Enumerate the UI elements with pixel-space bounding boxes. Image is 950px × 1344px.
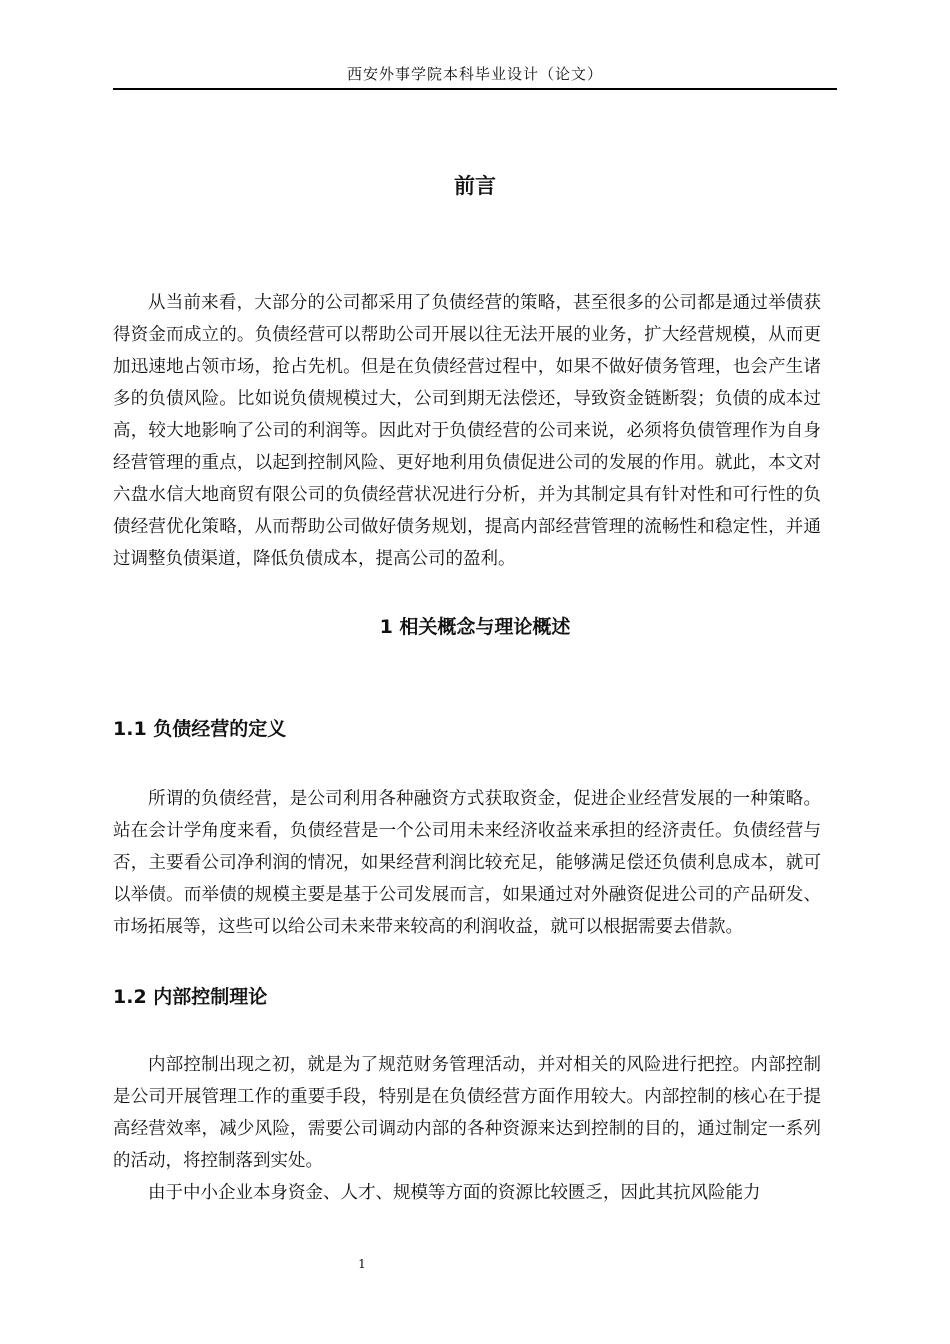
preface-title: 前言 [454, 174, 496, 198]
header-rule [113, 88, 837, 90]
running-header: 西安外事学院本科毕业设计（论文） [346, 65, 603, 83]
section-1-1-paragraph: 所谓的负债经营，是公司利用各种融资方式获取资金，促进企业经营发展的一种策略。站在会计学角度来看，负债经营是一个公司用未来经济收益来承担的经济责任。负债经营与否，主要看公司净利润的情况，如果经营利润比较充足，能够满足偿还负债利息成本，就可以举债。而举债的规模主要是基于公司发展而言，如果通过对外融资促进公司的产品研发、市场拓展等，这些可以给公司未来带来较高的利润收益，就可以根据需要去借款。 [113, 789, 821, 937]
chapter-heading: 1 相关概念与理论概述 [379, 616, 571, 638]
section-heading-1-1: 1.1 负债经营的定义 [113, 718, 287, 740]
section-1-2-paragraph-2: 由于中小企业本身资金、人才、规模等方面的资源比较匮乏，因此其抗风险能力 [148, 1183, 761, 1203]
preface-paragraph: 从当前来看，大部分的公司都采用了负债经营的策略，甚至很多的公司都是通过举债获得资金而成立的。负债经营可以帮助公司开展以往无法开展的业务，扩大经营规模，从而更加迅速地占领市场，抢占先机。但是在负债经营过程中，如果不做好债务管理，也会产生诸多的负债风险。比如说负债规模过大，公司到期无法偿还，导致资金链断裂；负债的成本过高，较大地影响了公司的利润等。因此对于负债经营的公司来说，必须将负债管理作为自身经营管理的重点，以起到控制风险、更好地利用负债促进公司的发展的作用。就此，本文对六盘水信大地商贸有限公司的负债经营状况进行分析，并为其制定具有针对性和可行性的负债经营优化策略，从而帮助公司做好债务规划，提高内部经营管理的流畅性和稳定性，并通过调整负债渠道，降低负债成本，提高公司的盈利。 [113, 293, 821, 569]
section-heading-1-2: 1.2 内部控制理论 [113, 986, 268, 1008]
section-1-2-paragraph-1: 内部控制出现之初，就是为了规范财务管理活动，并对相关的风险进行把控。内部控制是公司开展管理工作的重要手段，特别是在负债经营方面作用较大。内部控制的核心在于提高经营效率，减少风险，需要公司调动内部的各种资源来达到控制的目的，通过制定一系列的活动，将控制落到实处。 [113, 1055, 821, 1171]
page-number: 1 [358, 1257, 366, 1271]
